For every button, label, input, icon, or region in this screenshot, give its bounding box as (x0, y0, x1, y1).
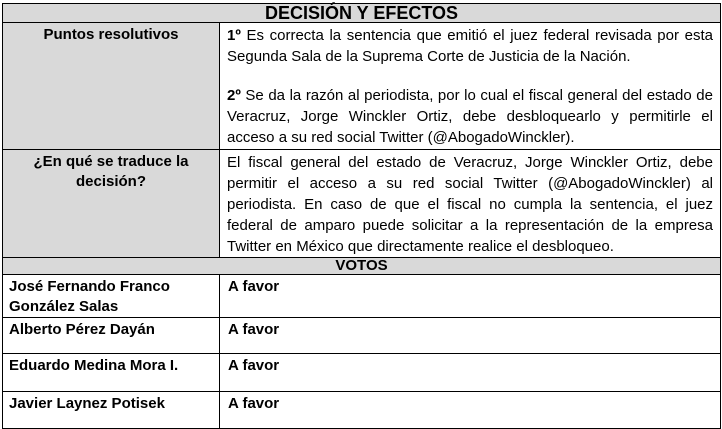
resolutivo-1-text: Es correcta la sentencia que emitió el juez federal revisada por esta Segunda Sala de la Suprema Corte de Justicia de la Nación. (227, 27, 713, 65)
decision-table (2, 3, 721, 429)
resolutivo-1 (227, 25, 713, 67)
voter-name: Alberto Pérez Dayán (3, 318, 220, 354)
vote-row (3, 275, 721, 318)
traduce-label: ¿En qué se traduce la decisión? (3, 150, 220, 258)
vote-value: A favor (220, 275, 721, 318)
resolutivo-1-number: 1º (227, 27, 241, 44)
resolutivo-2-text: Se da la razón al periodista, por lo cual el fiscal general del estado de Veracruz, Jorge Winckler Ortiz, debe desbloquearlo y permitirle el acceso a su red social Twitter (@AbogadoWinckler). (227, 87, 713, 146)
vote-row (3, 392, 721, 429)
vote-row (3, 354, 721, 392)
vote-value: A favor (220, 354, 721, 392)
resolutivos-label: Puntos resolutivos (3, 23, 220, 150)
voter-name: Javier Laynez Potisek (3, 392, 220, 429)
votos-title: VOTOS (3, 258, 721, 275)
voter-name: Eduardo Medina Mora I. (3, 354, 220, 392)
vote-value: A favor (220, 392, 721, 429)
vote-row (3, 318, 721, 354)
resolutivo-2 (227, 85, 713, 148)
vote-value: A favor (220, 318, 721, 354)
voter-name: José Fernando Franco González Salas (3, 275, 220, 318)
resolutivo-2-number: 2º (227, 87, 241, 104)
section-title: DECISIÓN Y EFECTOS (3, 4, 721, 23)
resolutivos-content (220, 23, 721, 150)
traduce-text: El fiscal general del estado de Veracruz, Jorge Winckler Ortiz, debe permitir el acceso a su red social Twitter (@AbogadoWinckler) al periodista. En caso de que el fiscal no cumpla la sentencia, el juez federal de amparo puede solicitar a la representación de la empresa Twitter en México que directamente realice el desbloqueo. (220, 150, 721, 258)
